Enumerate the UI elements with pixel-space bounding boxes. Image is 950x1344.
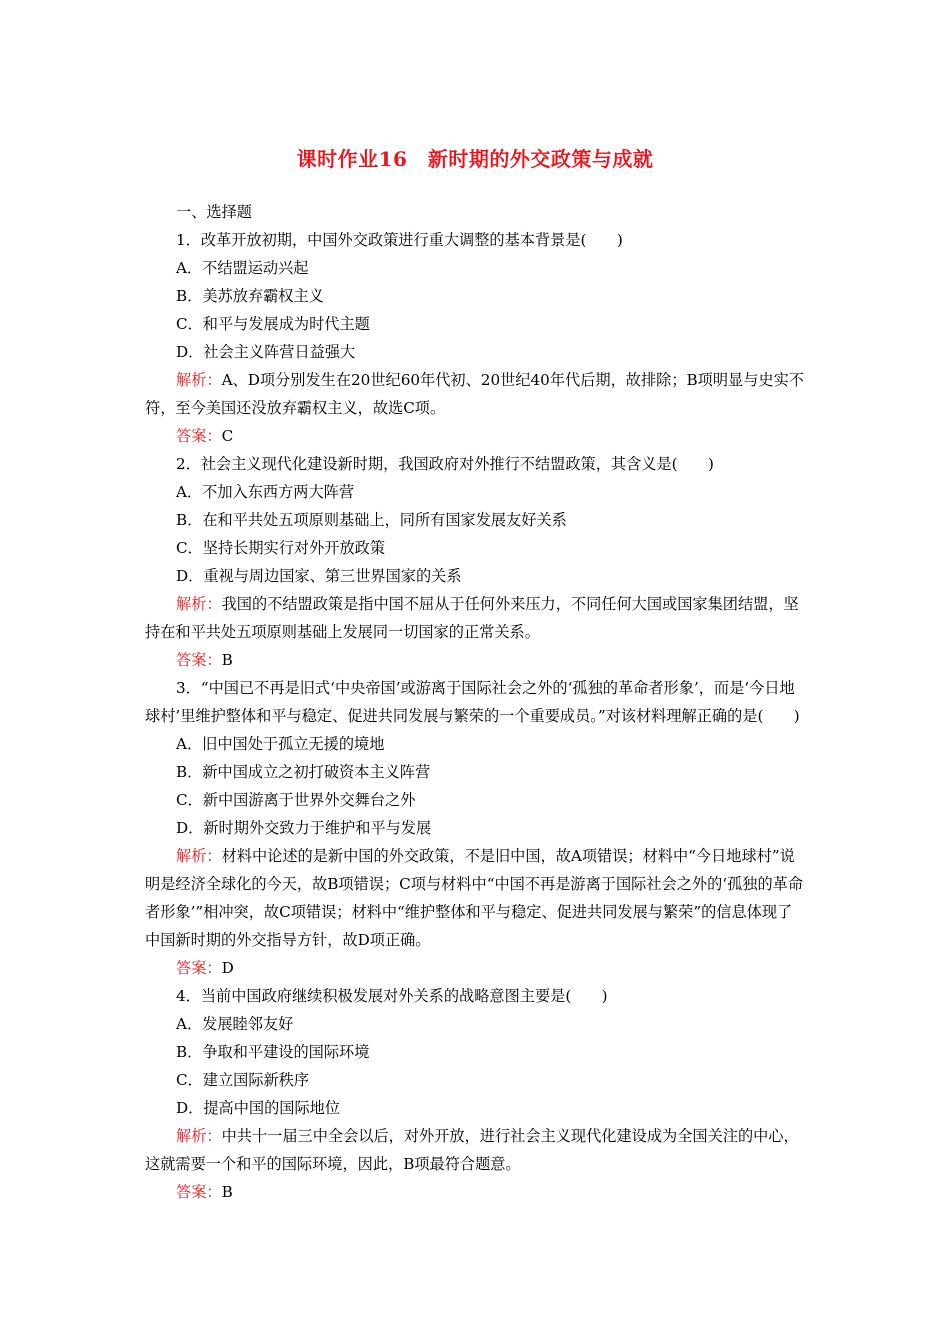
- option-c: C．坚持长期实行对外开放政策: [176, 539, 386, 557]
- option-b: B．争取和平建设的国际环境: [176, 1043, 370, 1061]
- answer-label: 答案：: [176, 959, 222, 977]
- answer-value: B: [221, 1183, 233, 1201]
- option-d: D．提高中国的国际地位: [176, 1099, 341, 1117]
- option-c: C．建立国际新秩序: [176, 1071, 310, 1089]
- analysis-text: 中共十一届三中全会以后，对外开放，进行社会主义现代化建设成为全国关注的中心，这就需要一个和平的国际环境，因此，B项最符合题意。: [145, 1127, 799, 1173]
- analysis-text: A、D项分别发生在20世纪60年代初、20世纪40年代后期，故排除；B项明显与史实不符，至今美国还没放弃霸权主义，故选C项。: [145, 371, 804, 417]
- option-c: C．新中国游离于世界外交舞台之外: [176, 791, 416, 809]
- section-heading: 一、选择题: [176, 203, 252, 221]
- option-d: D．社会主义阵营日益强大: [176, 343, 356, 361]
- answer-value: C: [221, 427, 234, 445]
- page-title: 课时作业16 新时期的外交政策与成就: [296, 147, 654, 171]
- option-a: A．不结盟运动兴起: [176, 259, 309, 277]
- question-1: [145, 226, 807, 450]
- option-c: C．和平与发展成为时代主题: [176, 315, 370, 333]
- answer-label: 答案：: [176, 1183, 222, 1201]
- question-stem: 1．改革开放初期，中国外交政策进行重大调整的基本背景是( ): [176, 231, 623, 249]
- question-stem: 3．“中国已不再是旧式‘中央帝国’或游离于国际社会之外的‘孤独的革命者形象’，而是‘今日地球村’里维护整体和平与稳定、促进共同发展与繁荣的一个重要成员。”对该材料理解正确的是( ): [145, 679, 800, 725]
- answer: [145, 646, 807, 674]
- answer-label: 答案：: [176, 651, 222, 669]
- option-d: D．新时期外交致力于维护和平与发展: [176, 819, 432, 837]
- analysis: [145, 1122, 807, 1178]
- answer-value: D: [221, 959, 234, 977]
- option-b: B．在和平共处五项原则基础上，同所有国家发展友好关系: [176, 511, 567, 529]
- option-d: D．重视与周边国家、第三世界国家的关系: [176, 567, 462, 585]
- option-a: A．不加入东西方两大阵营: [176, 483, 355, 501]
- analysis-label: 解析：: [176, 1127, 222, 1145]
- question-4: [145, 982, 807, 1206]
- analysis: [145, 842, 807, 954]
- analysis: [145, 366, 807, 422]
- question-2: [145, 450, 807, 674]
- option-b: B．新中国成立之初打破资本主义阵营: [176, 763, 431, 781]
- question-stem: 2．社会主义现代化建设新时期，我国政府对外推行不结盟政策，其含义是( ): [176, 455, 714, 473]
- answer: [145, 422, 807, 450]
- analysis-text: 材料中论述的是新中国的外交政策，不是旧中国，故A项错误；材料中“今日地球村”说明是经济全球化的今天，故B项错误；C项与材料中“中国不再是游离于国际社会之外的‘孤独的革命者形象’”相冲突，故C项错误；材料中“维护整体和平与稳定、促进共同发展与繁荣”的信息体现了中国新时期的外交指导方针，故D项正确。: [145, 847, 804, 949]
- analysis-label: 解析：: [176, 371, 222, 389]
- analysis-label: 解析：: [176, 847, 222, 865]
- content: [145, 198, 807, 1206]
- analysis: [145, 590, 807, 646]
- question-3: [145, 674, 807, 982]
- option-a: A．旧中国处于孤立无援的境地: [176, 735, 385, 753]
- answer-value: B: [221, 651, 233, 669]
- option-b: B．美苏放弃霸权主义: [176, 287, 324, 305]
- answer: [145, 1178, 807, 1206]
- option-a: A．发展睦邻友好: [176, 1015, 294, 1033]
- analysis-text: 我国的不结盟政策是指中国不屈从于任何外来压力，不同任何大国或国家集团结盟，坚持在和平共处五项原则基础上发展同一切国家的正常关系。: [145, 595, 799, 641]
- question-stem: 4．当前中国政府继续积极发展对外关系的战略意图主要是( ): [176, 987, 608, 1005]
- answer-label: 答案：: [176, 427, 222, 445]
- answer: [145, 954, 807, 982]
- analysis-label: 解析：: [176, 595, 222, 613]
